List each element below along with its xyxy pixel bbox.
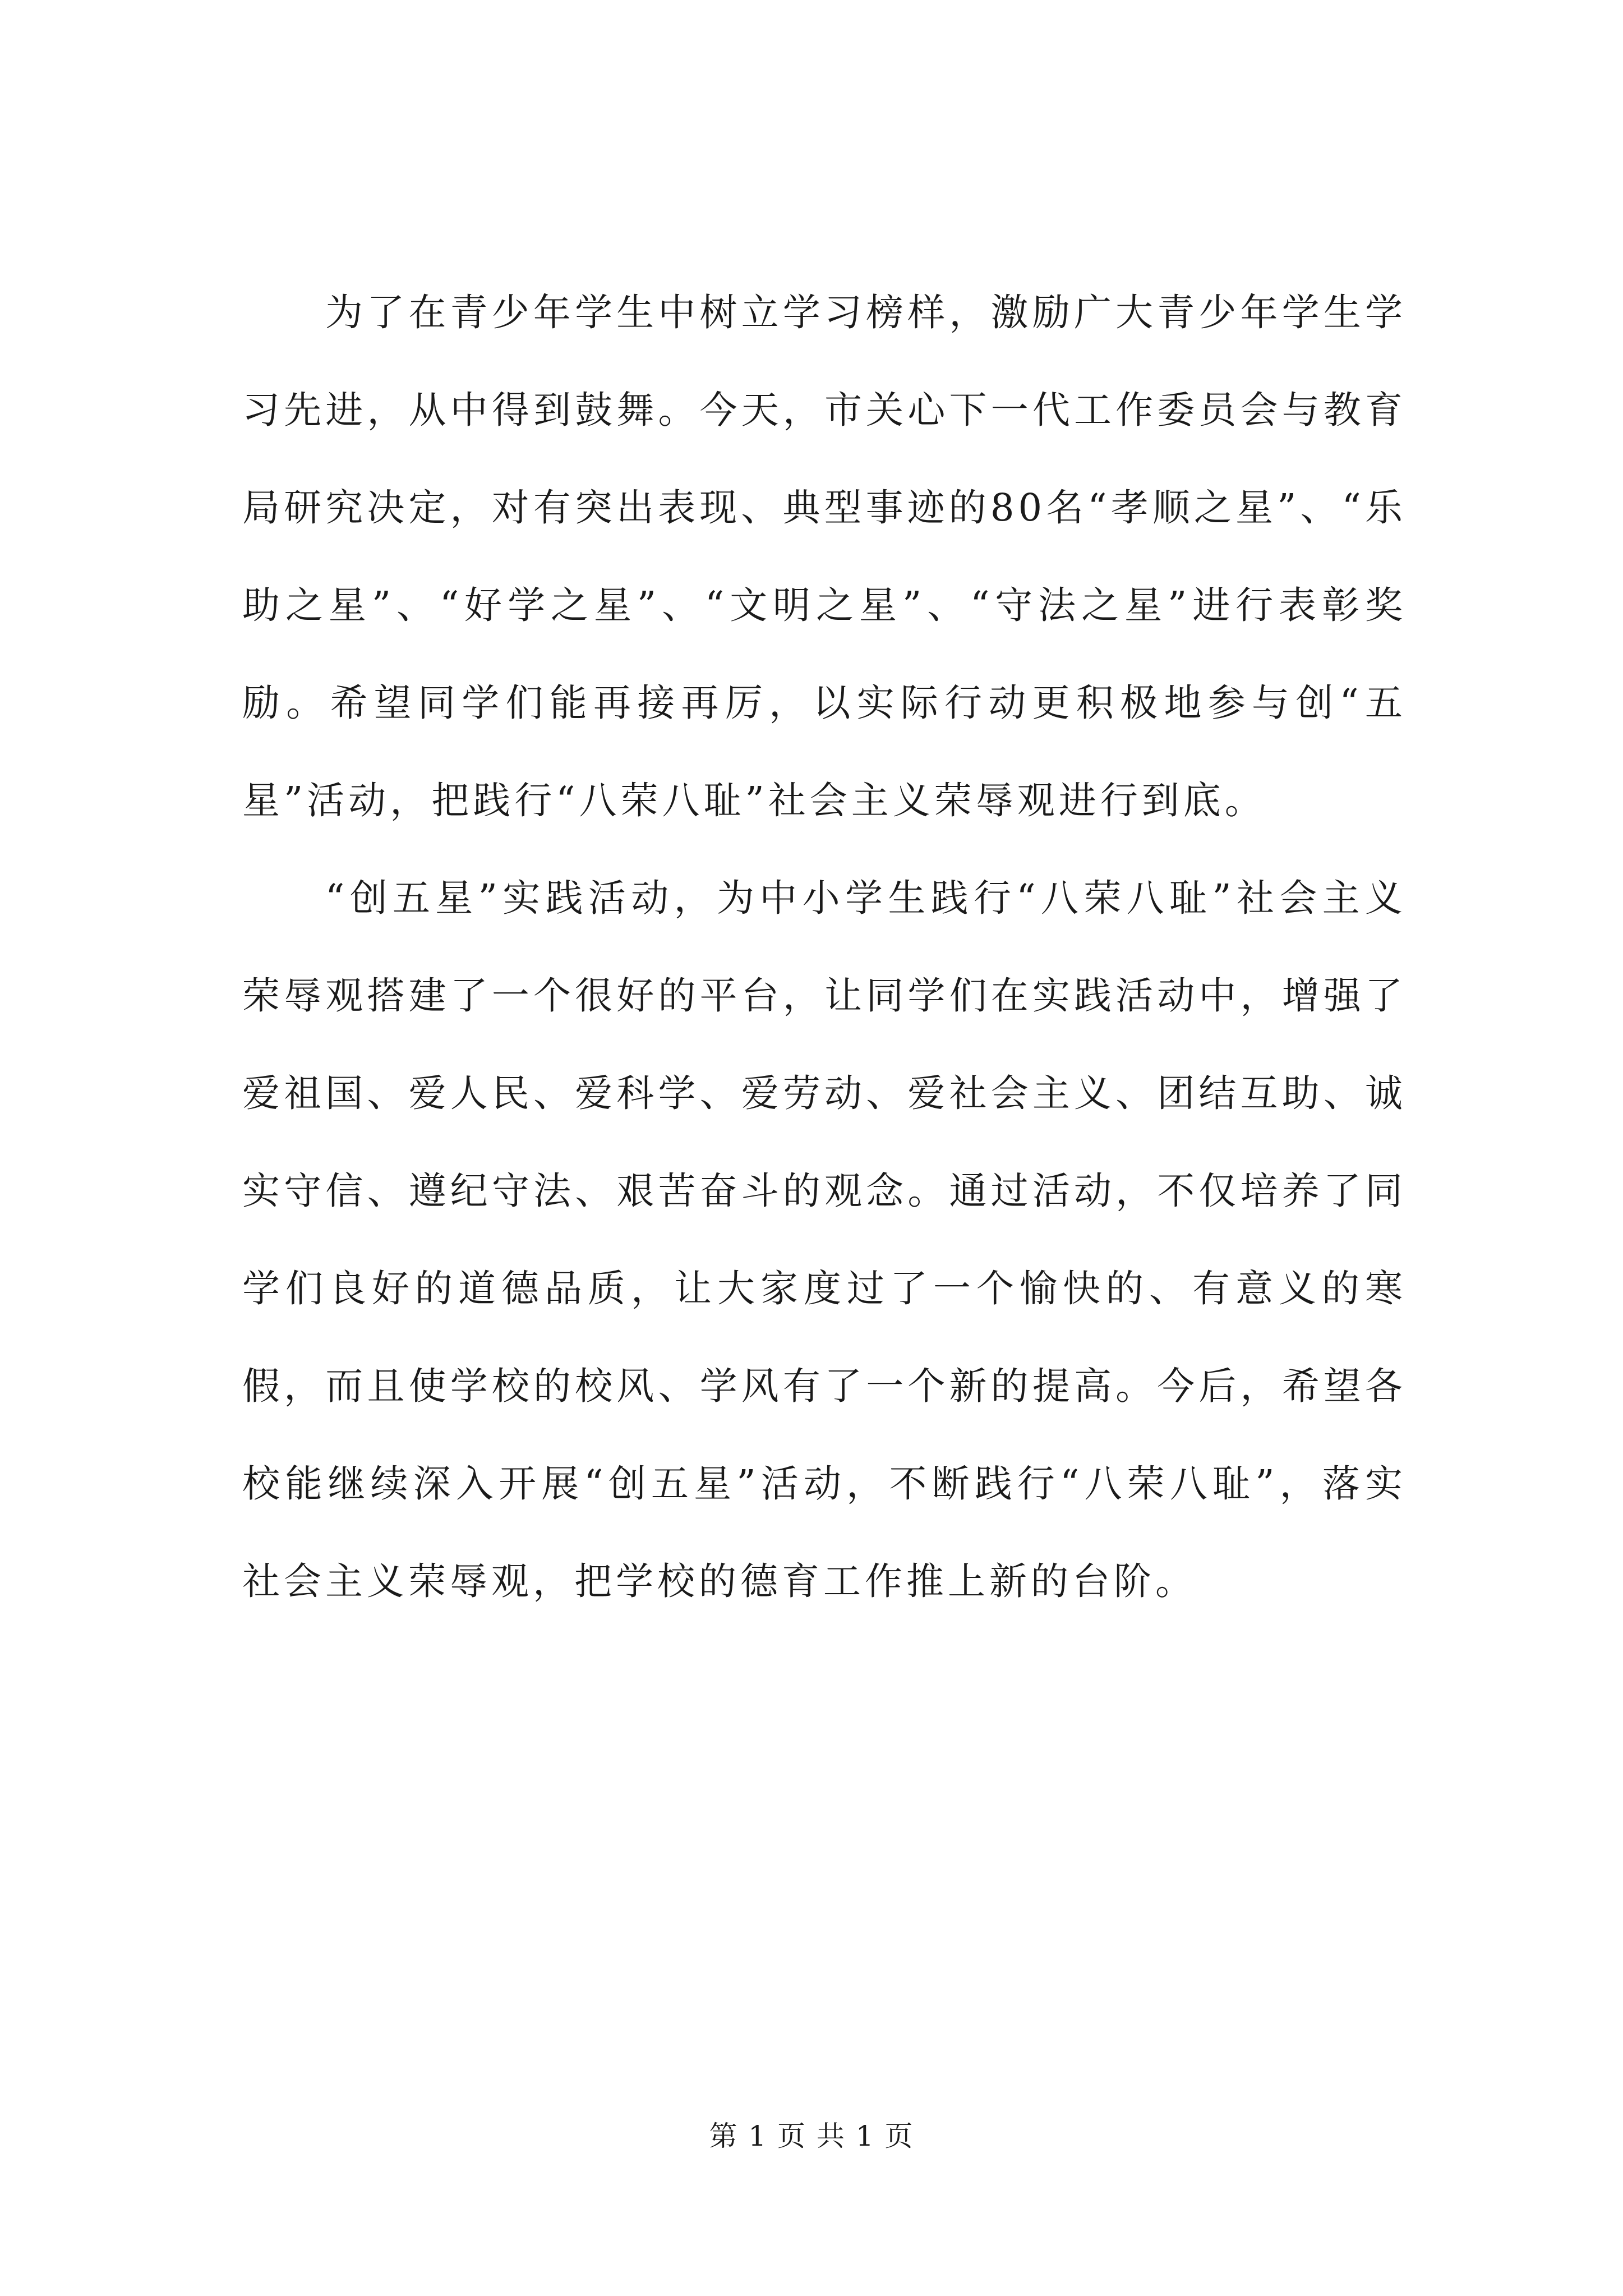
page-number-footer: 第 1 页 共 1 页	[709, 2120, 914, 2152]
paragraph-2: “创五星”实践活动，为中小学生践行“八荣八耻”社会主义荣辱观搭建了一个很好的平台，让同学们在实践活动中，增强了爱祖国、爱人民、爱科学、爱劳动、爱社会主义、团结互助、诚实守信、遵纪守法、艰苦奋斗的观念。通过活动，不仅培养了同学们良好的道德品质，让大家度过了一个愉快的、有意义的寒假，而且使学校的校风、学风有了一个新的提高。今后，希望各校能继续深入开展“创五星”活动，不断践行“八荣八耻”，落实社会主义荣辱观，把学校的德育工作推上新的台阶。	[242, 876, 1407, 1603]
paragraph-1: 为了在青少年学生中树立学习榜样，激励广大青少年学生学习先进，从中得到鼓舞。今天，市关心下一代工作委员会与教育局研究决定，对有突出表现、典型事迹的80名“孝顺之星”、“乐助之星”、“好学之星”、“文明之星”、“守法之星”进行表彰奖励。希望同学们能再接再厉，以实际行动更积极地参与创“五星”活动，把践行“八荣八耻”社会主义荣辱观进行到底。	[242, 291, 1407, 822]
document-body	[242, 264, 1407, 1630]
